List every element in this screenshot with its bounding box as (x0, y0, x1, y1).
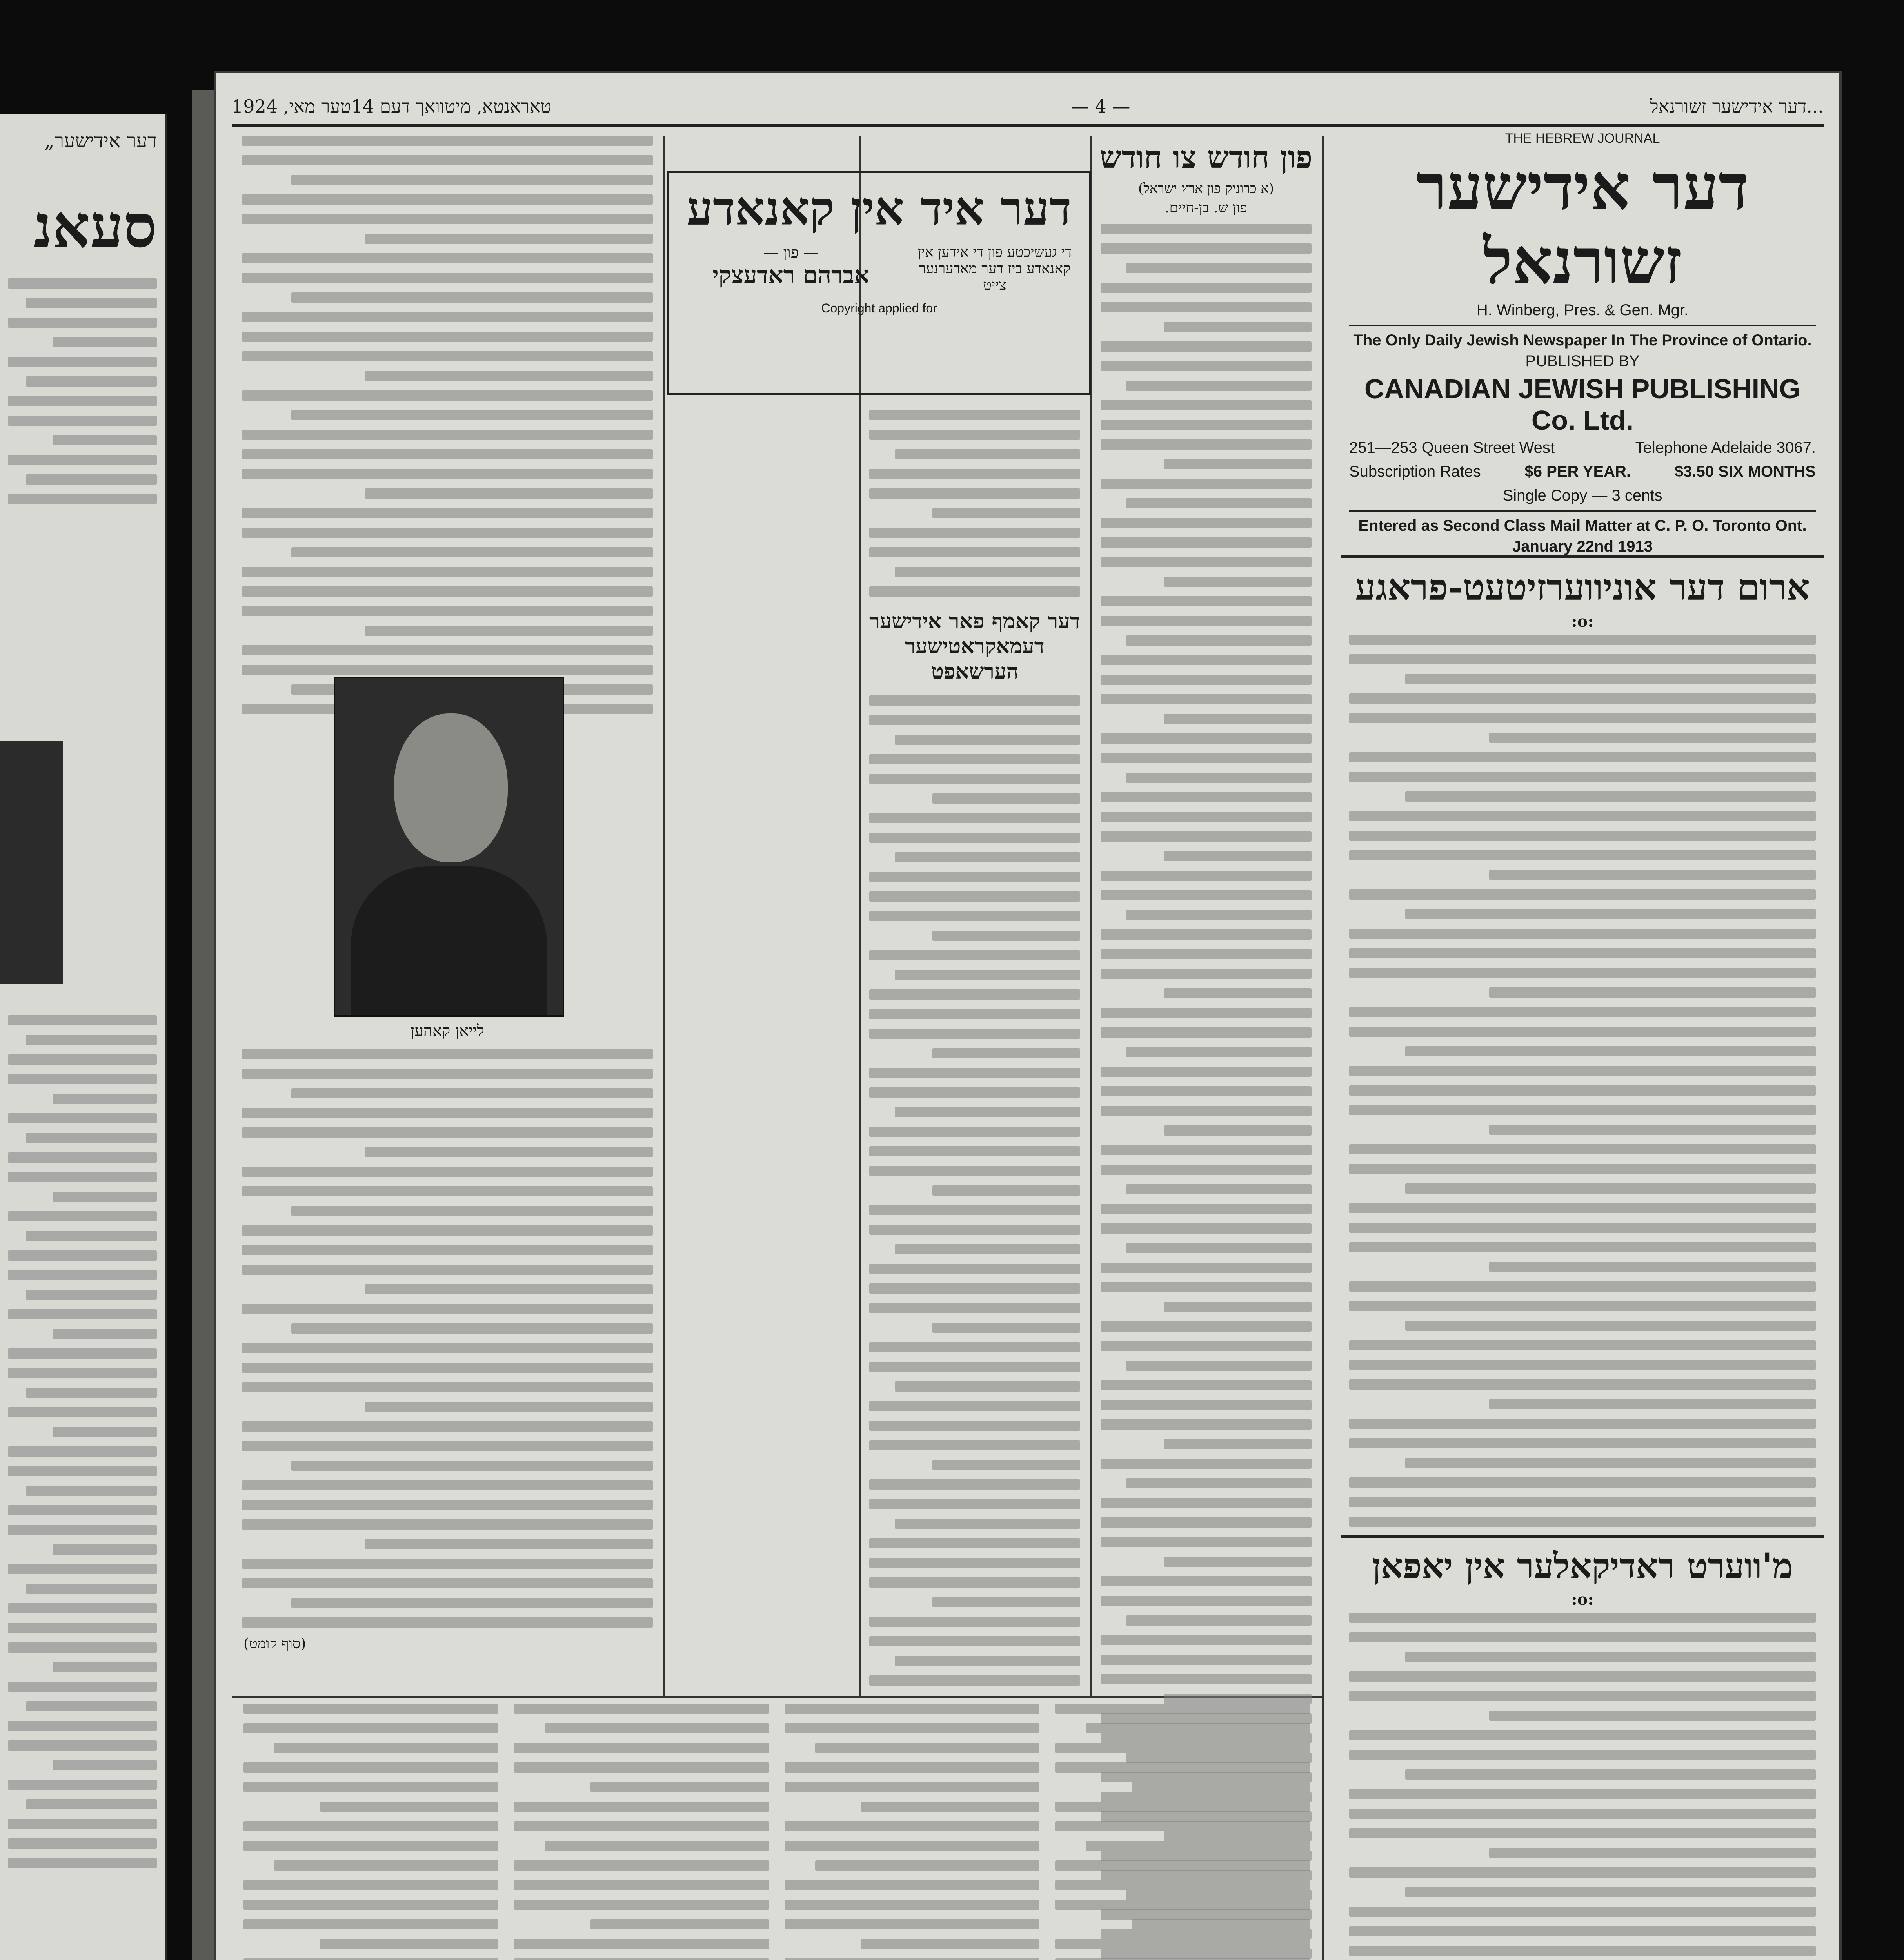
month-heading: פון חודש צו חודש (1099, 140, 1313, 175)
newspaper-page (214, 71, 1842, 1960)
prev-page-header: „דער אידישער (44, 129, 157, 152)
masthead-top-label: THE HEBREW JOURNAL (1505, 131, 1660, 146)
page-binding-edge (192, 90, 216, 1960)
masthead-single-copy: Single Copy — 3 cents (1502, 487, 1662, 504)
canada-author: אברהם ראדעצקי (712, 261, 869, 289)
masthead-subscription-label: Subscription Rates (1349, 463, 1481, 480)
bottom-report-section (236, 1704, 1318, 1960)
previous-page-strip (0, 114, 167, 1960)
page-number: — 4 — (1071, 96, 1130, 117)
column-rule (663, 136, 665, 1696)
month-chronicle-column (1094, 136, 1318, 1960)
masthead-telephone: Telephone Adelaide 3067. (1635, 439, 1816, 456)
masthead-address: 251—253 Queen Street West (1349, 439, 1555, 456)
running-head-title: ...דער אידישער זשורנאל (1650, 96, 1824, 117)
university-heading: ארום דער אוניווערזיטעט-פראגע (1341, 555, 1824, 608)
canada-section-heading: דער קאמף פאר אידישער דעמאקראטישער הערשאפט (869, 608, 1080, 684)
prev-page-text-block-2 (8, 1015, 157, 1868)
canada-article-col-right (863, 410, 1086, 1688)
portrait-face (394, 713, 508, 862)
masthead-published-by: PUBLISHED BY (1525, 352, 1640, 370)
portrait-photo (334, 677, 564, 1017)
photo-caption: לייאן קאהען (411, 1022, 484, 1040)
masthead-company: CANADIAN JEWISH PUBLISHING Co. Ltd. (1364, 374, 1801, 436)
masthead-block (1341, 128, 1824, 559)
copyright-notice: Copyright applied for (821, 301, 937, 315)
running-head-date: טאראנטא, מיטוואך דעם 14טער מאי, 1924 (232, 96, 551, 117)
month-subheading: (א כרוניק פון ארץ ישראל) (1138, 181, 1274, 196)
masthead-entered-date: January 22nd 1913 (1512, 538, 1653, 555)
masthead-entered: Entered as Second Class Mail Matter at C. P. O. Toronto Ont. (1358, 517, 1807, 534)
canada-from: — פון — (763, 244, 818, 261)
university-article: ארום דער אוניווערזיטעט-פראגע :o: (1341, 555, 1824, 1535)
column-rule (1322, 136, 1324, 1960)
japan-heading: מ'ווערט ראדיקאלער אין יאפאן (1341, 1535, 1824, 1586)
canada-article-col-left-lower (236, 1049, 659, 1692)
masthead-title: דער אידישער זשורנאל (1416, 150, 1749, 298)
canada-heading: דער איד אין קאנאדע (687, 181, 1072, 236)
prev-page-text-block (8, 278, 157, 504)
running-head (232, 89, 1824, 127)
japan-article: מ'ווערט ראדיקאלער אין יאפאן :o: (1341, 1535, 1824, 1960)
masthead-rate-year: $6 PER YEAR. (1524, 463, 1631, 480)
canada-title-box (667, 171, 1091, 395)
masthead-publisher: H. Winberg, Pres. & Gen. Mgr. (1476, 301, 1689, 319)
masthead-rate-six: $3.50 SIX MONTHS (1674, 463, 1816, 480)
continued-note: (סוף קומט) (243, 1636, 306, 1652)
masthead-tagline: The Only Daily Jewish Newspaper In The Province of Ontario. (1353, 332, 1812, 349)
month-author: פון ש. בן-חיים. (1165, 200, 1247, 216)
prev-page-headline: סעאנ (33, 192, 157, 261)
prev-page-photo (0, 741, 63, 984)
canada-subheading: די געשיכטע פון די אידען אין קאנאדע ביז דער מאדערנער צייט (917, 244, 1072, 293)
